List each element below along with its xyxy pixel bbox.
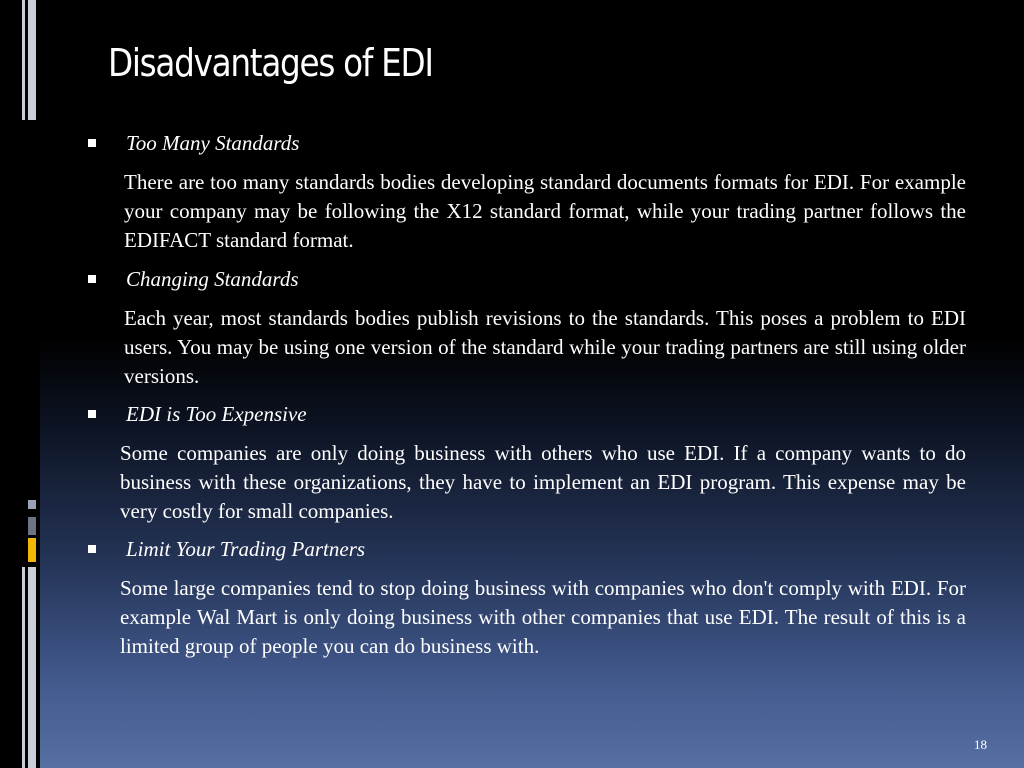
section-heading: Too Many Standards [126, 131, 300, 155]
bullet-square-icon [88, 139, 96, 147]
section-heading: Changing Standards [126, 267, 299, 291]
section-body: Some companies are only doing business with others who use EDI. If a company wants to do business with these organizations, they have to implement an EDI program. This expense may be very costly for small companies. [120, 441, 966, 523]
decorative-bars [0, 0, 40, 768]
bullet-square-icon [88, 410, 96, 418]
section-heading: EDI is Too Expensive [126, 402, 307, 426]
decor-bar-dark-gray [28, 517, 36, 535]
decor-bar-small-gray [28, 500, 36, 509]
decor-bar-yellow [28, 538, 36, 562]
page-number: 18 [974, 737, 987, 752]
slide-title: Disadvantages of EDI [108, 41, 433, 85]
section-body: Some large companies tend to stop doing business with companies who don't comply with EDI. For example Wal Mart is only doing business with other companies that use EDI. The result of this is a limited group of people you can do business with. [120, 576, 966, 658]
bullet-square-icon [88, 275, 96, 283]
decor-bar-bottom-thin [22, 567, 25, 768]
decor-bar-bottom-wide [28, 567, 36, 768]
bullet-square-icon [88, 545, 96, 553]
decor-bar-top-thin [22, 0, 25, 120]
section-body: There are too many standards bodies developing standard documents formats for EDI. For example your company may be following the X12 standard format, while your trading partner follows the EDIFACT standard format. [124, 170, 966, 252]
decor-bar-top-wide [28, 0, 36, 120]
section-body: Each year, most standards bodies publish revisions to the standards. This poses a problem to EDI users. You may be using one version of the standard while your trading partners are still using older versions. [124, 306, 966, 388]
section-heading: Limit Your Trading Partners [126, 537, 366, 561]
